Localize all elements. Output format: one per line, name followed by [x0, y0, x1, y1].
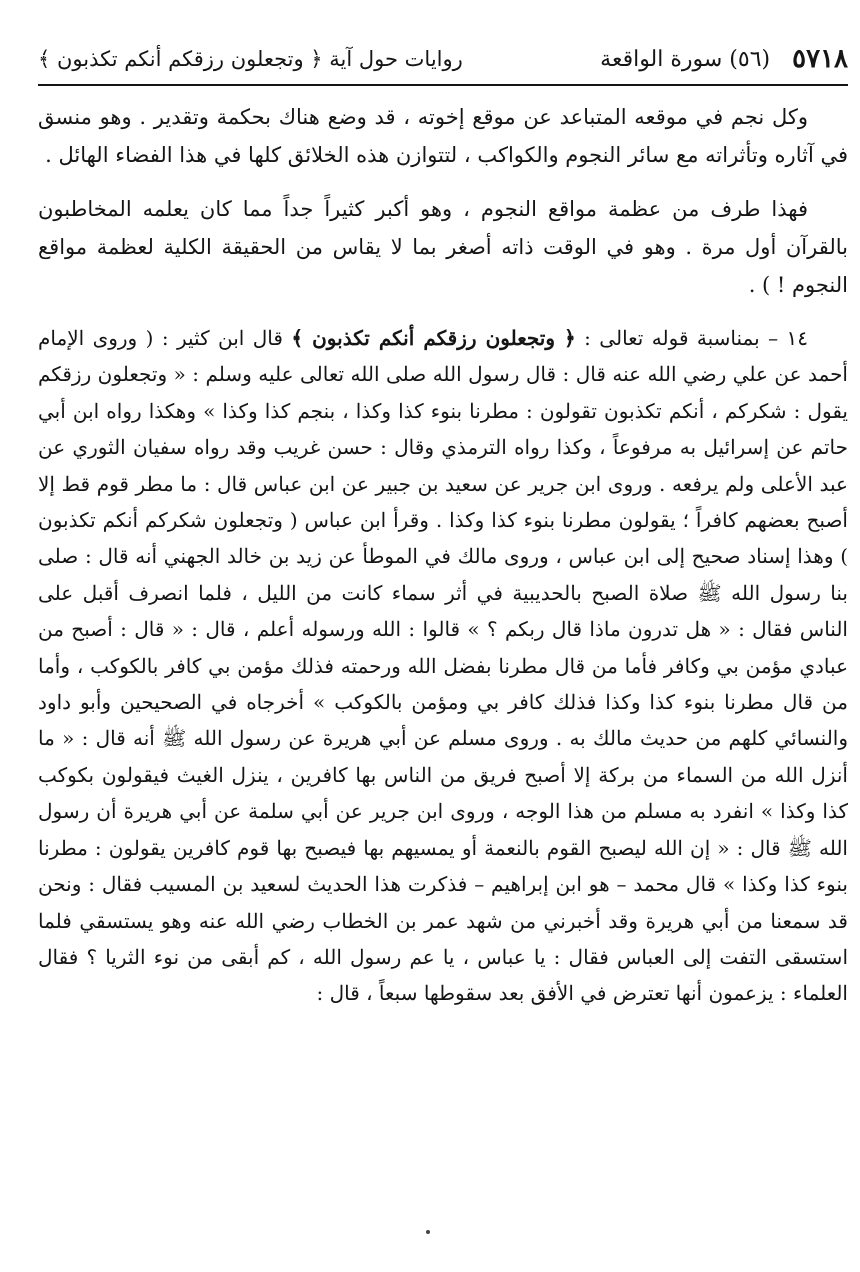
quran-verse: ﴿ وتجعلون رزقكم أنكم تكذبون ﴾	[291, 326, 576, 350]
section-intro: ١٤ – بمناسبة قوله تعالى :	[584, 326, 808, 350]
page-header	[38, 34, 848, 86]
book-page	[18, 0, 848, 1272]
surah-title: (٥٦) سورة الواقعة	[600, 46, 771, 72]
paragraph-stars-greatness: فهذا طرف من عظمة مواقع النجوم ، وهو أكبر كثيراً جداً مما كان يعلمه المخاطبون بالقرآن أول مرة . وهو في الوقت ذاته أصغر بما لا يقاس من الحقيقة الكلية لعظمة مواقع النجوم ! ) .	[38, 197, 848, 297]
page-mark	[426, 1230, 430, 1234]
section-14-paragraph	[38, 320, 848, 1012]
page-body	[38, 98, 848, 1028]
section-body: قال ابن كثير : ( وروى الإمام أحمد عن علي رضي الله عنه قال : قال رسول الله صلى الله تعالى عليه وسلم : « وتجعلون رزقكم يقول : شكركم ، أنكم تكذبون تقولون : مطرنا بنوء كذا وكذا ، بنجم كذا وكذا » وهكذا رواه ابن أبي حاتم عن إسرائيل به مرفوعاً ، وكذا رواه الترمذي وقال : حسن غريب وقد رواه سفيان الثوري عن عبد الأعلى ولم يرفعه . وروى ابن جرير عن سعيد بن جبير عن ابن عباس قال : ما مطر قوم قط إلا أصبح بعضهم كافراً ؛ يقولون مطرنا بنوء كذا وكذا . وقرأ ابن عباس ( وتجعلون شكركم أنكم تكذبون ) وهذا إسناد صحيح إلى ابن عباس ، وروى مالك في الموطأ عن زيد بن خالد الجهني أنه قال : صلى بنا رسول الله ﷺ صلاة الصبح بالحديبية في أثر سماء كانت من الليل ، فلما انصرف أقبل على الناس فقال : « هل تدرون ماذا قال ربكم ؟ » قالوا : الله ورسوله أعلم ، قال : « قال : أصبح من عبادي مؤمن بي وكافر فأما من قال مطرنا بفضل الله ورحمته فذلك مؤمن بي كافر بالكوكب ، وأما من قال مطرنا بنوء كذا وكذا فذلك كافر بي ومؤمن بالكوكب » أخرجاه في الصحيحين وأبو داود والنسائي كلهم من حديث مالك به . وروى مسلم عن أبي هريرة عن رسول الله ﷺ أنه قال : « ما أنزل الله من السماء من بركة إلا أصبح فريق من الناس بها كافرين ، ينزل الغيث فيقولون بكوكب كذا وكذا » انفرد به مسلم من هذا الوجه ، وروى ابن جرير عن أبي سلمة عن أبي هريرة أن رسول الله ﷺ قال : « إن الله ليصبح القوم بالنعمة أو يمسيهم بها فيصبح بها قوم كافرين يقولون : مطرنا بنوء كذا وكذا » قال محمد – هو ابن إبراهيم – فذكرت هذا الحديث لسعيد بن المسيب فقال : ونحن قد سمعنا من أبي هريرة وقد أخبرني من شهد عمر بن الخطاب رضي الله عنه وهو يستسقي فلما استسقى التفت إلى العباس فقال : يا عباس ، يا عم رسول الله ، كم أبقى من نوء الثريا ؟ فقال العلماء : يزعمون أنها تعترض في الأفق بعد سقوطها سبعاً ، قال :	[38, 326, 848, 1006]
paragraph-stars-placement: وكل نجم في موقعه المتباعد عن موقع إخوته ، قد وضع هناك بحكمة وتقدير . وهو منسق في آثاره وتأثراته مع سائر النجوم والكواكب ، لتتوازن هذه الخلائق كلها في هذا الفضاء الهائل .	[38, 105, 848, 167]
running-title: روايات حول آية ﴿ وتجعلون رزقكم أنكم تكذبون ﴾	[38, 47, 463, 71]
page-number: ٥٧١٨	[792, 44, 848, 74]
